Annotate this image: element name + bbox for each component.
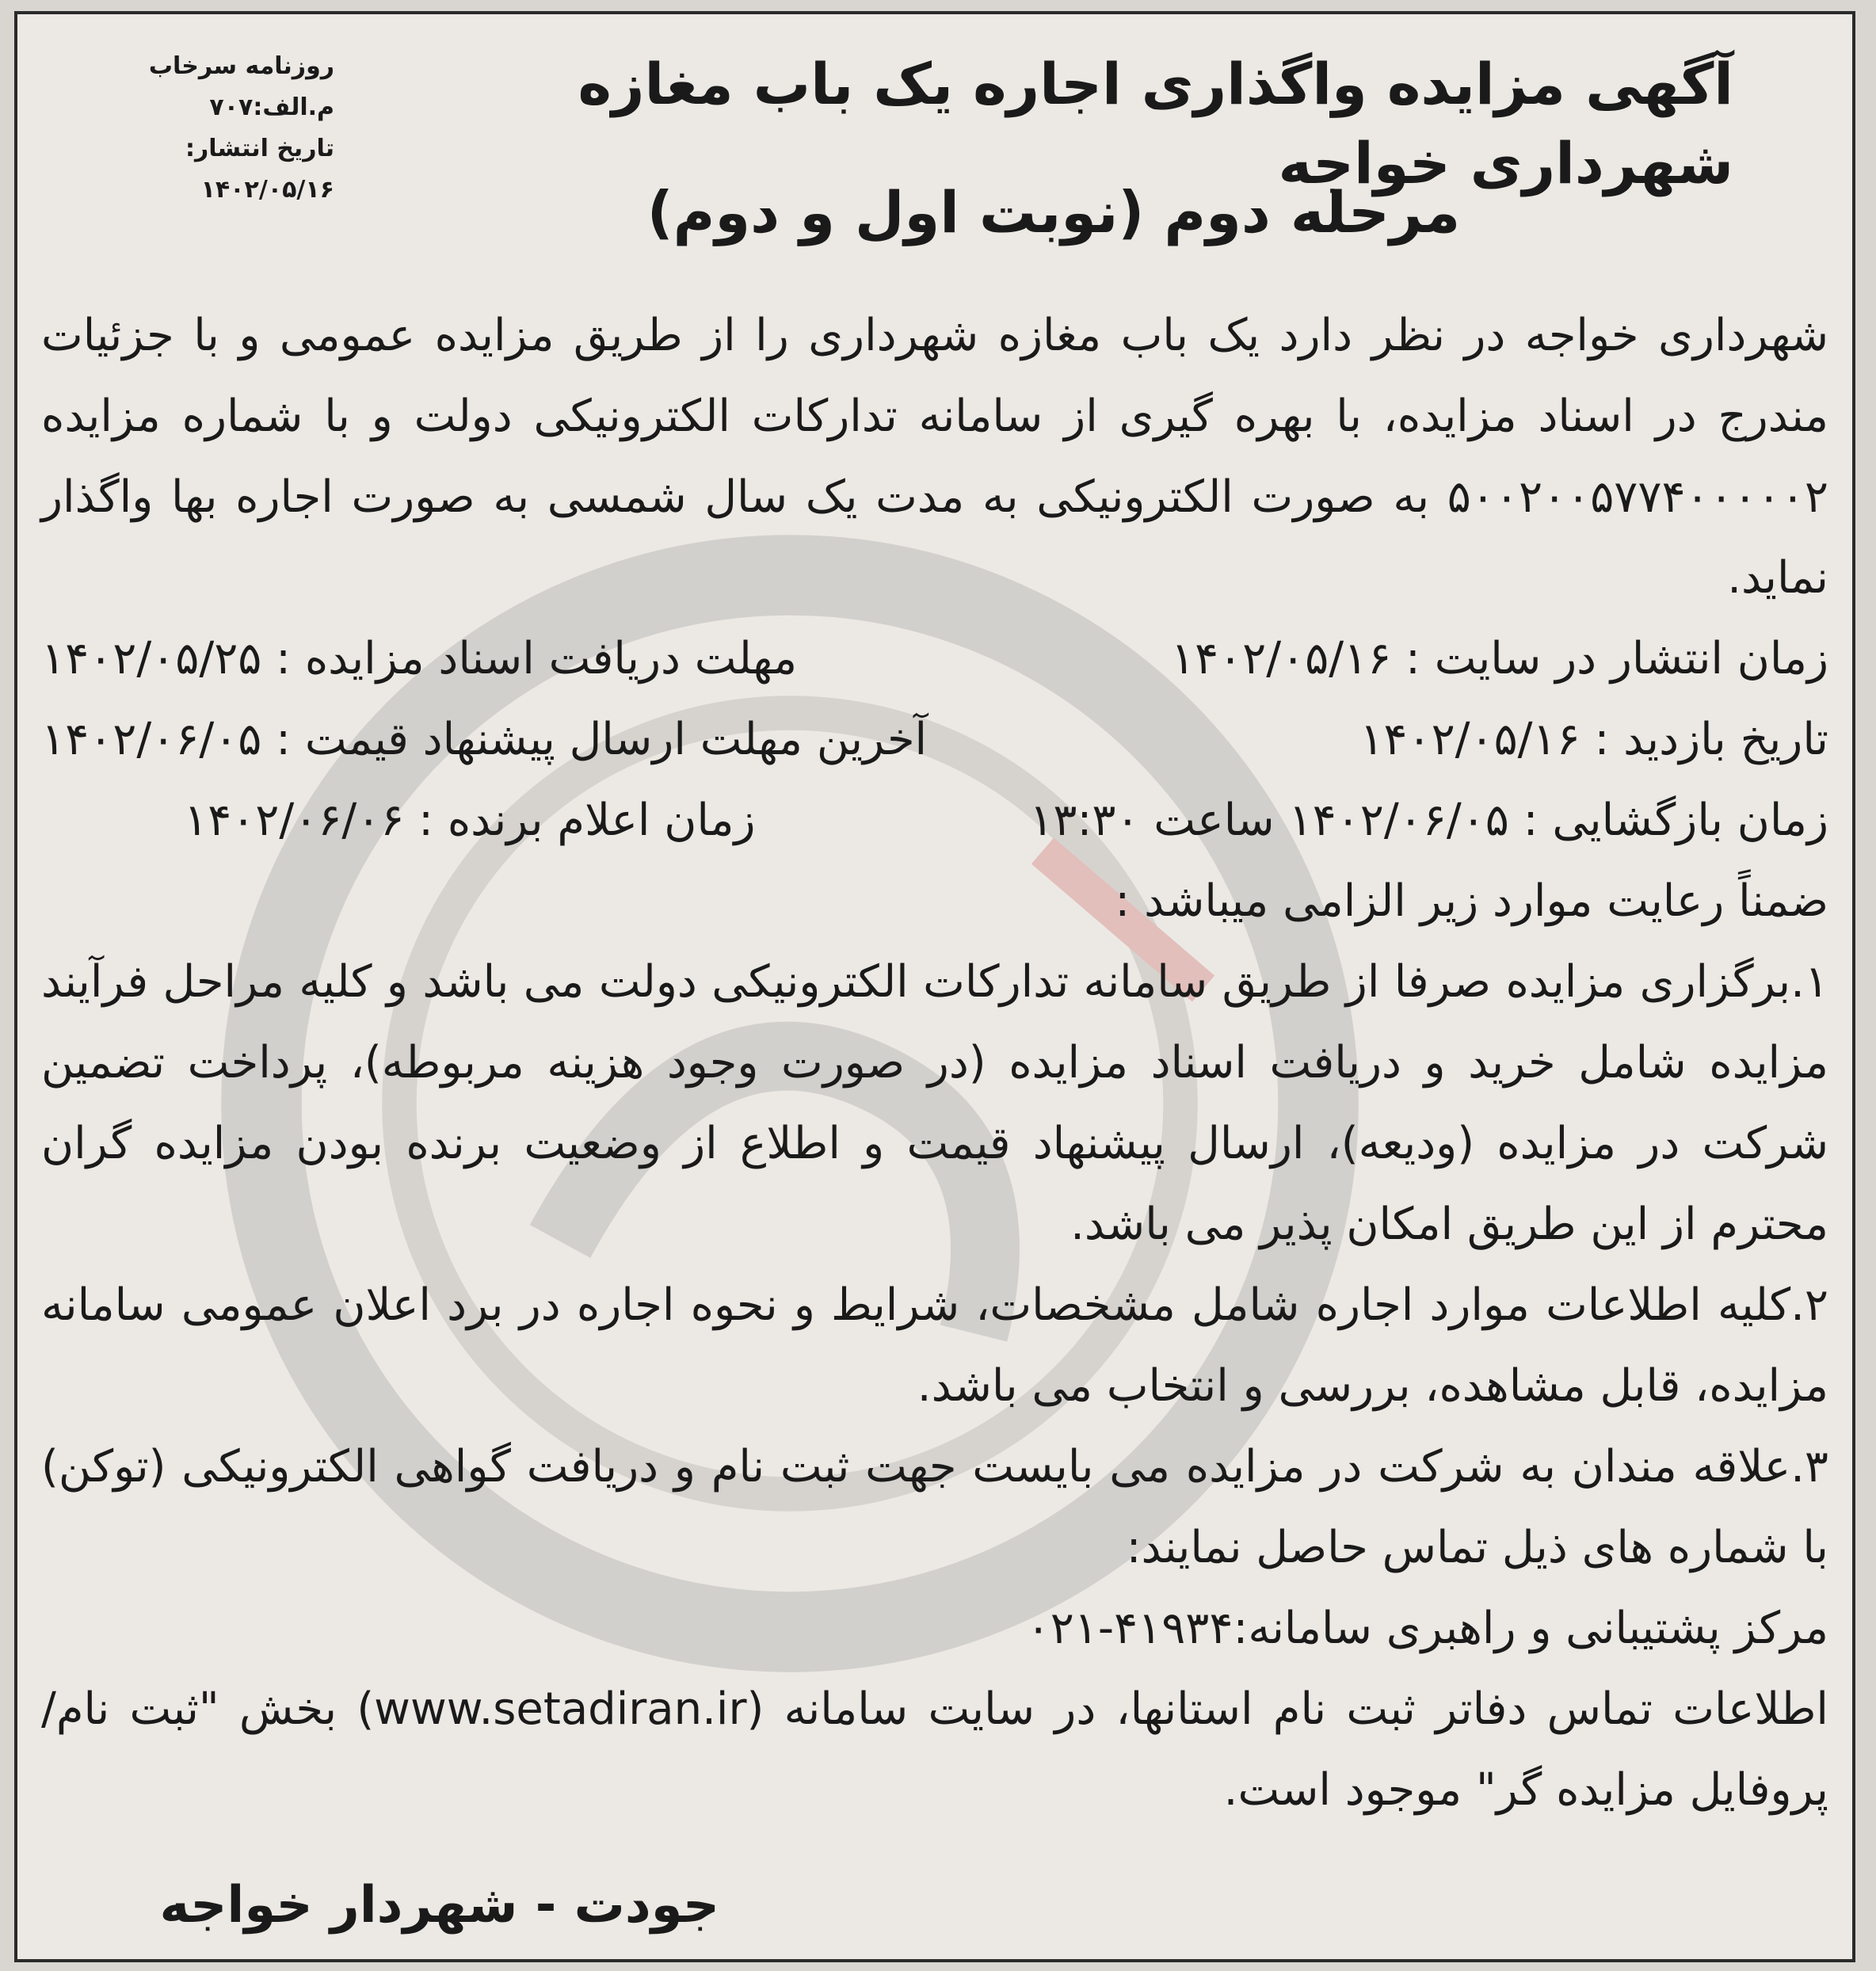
winner-date-line: زمان اعلام برنده : ۱۴۰۲/۰۶/۰۶	[184, 795, 756, 846]
notice-subtitle: مرحله دوم (نوبت اول و دوم)	[646, 179, 1461, 246]
newspaper-name: روزنامه سرخاب	[148, 52, 334, 80]
dates-row-3	[41, 780, 1828, 861]
requirement-item-2: ۲.کلیه اطلاعات موارد اجاره شامل مشخصات، شرایط و نحوه اجاره در برد اعلان عمومی سامانه مزایده، قابل مشاهده، بررسی و انتخاب می باشد.	[41, 1279, 1828, 1412]
requirements-intro: ضمناً رعایت موارد زیر الزامی میباشد :	[1115, 875, 1828, 927]
requirement-item-1: ۱.برگزاری مزایده صرفا از طریق سامانه تدارکات الکترونیکی دولت می باشد و کلیه مراحل فرآیند مزایده شامل خرید و دریافت اسناد مزایده (در صورت وجود هزینه مربوطه)، پرداخت تضمین شرکت در مزایده (ودیعه)، ارسال پیشنهاد قیمت و اطلاع از وضعیت برنده بودن مزایده گران محترم از این طریق امکان پذیر می باشد.	[41, 956, 1828, 1250]
opening-date-line: زمان بازگشایی : ۱۴۰۲/۰۶/۰۵ ساعت ۱۳:۳۰	[1029, 795, 1828, 846]
dates-row-1	[41, 619, 1828, 700]
offer-deadline-line: آخرین مهلت ارسال پیشنهاد قیمت : ۱۴۰۲/۰۶/۰۵	[41, 714, 928, 765]
visit-date-line: تاریخ بازدید : ۱۴۰۲/۰۵/۱۶	[1359, 714, 1828, 765]
notice-title: آگهی مزایده واگذاری اجاره یک باب مغازه شهرداری خواجه	[578, 51, 1733, 196]
docs-deadline-line: مهلت دریافت اسناد مزایده : ۱۴۰۲/۰۵/۲۵	[41, 633, 798, 684]
notice-body	[41, 295, 1828, 1831]
dates-row-2	[41, 700, 1828, 780]
contact-url[interactable]: (www.setadiran.ir)	[357, 1683, 765, 1735]
ad-code: م.الف:۷۰۷	[209, 93, 334, 121]
contact-line	[41, 1669, 1828, 1831]
support-phone: ۰۲۱-۴۱۹۳۴	[1026, 1603, 1234, 1654]
contact-text: اطلاعات تماس دفاتر ثبت نام استانها، در سایت سامانه	[784, 1683, 1828, 1735]
signature: جودت - شهردار خواجه	[159, 1876, 719, 1935]
publish-date: تاریخ انتشار: ۱۴۰۲/۰۵/۱۶	[185, 135, 334, 204]
newspaper-clipping	[14, 11, 1855, 1962]
support-label: مرکز پشتیبانی و راهبری سامانه:	[1233, 1603, 1828, 1654]
support-line	[41, 1588, 1828, 1669]
requirement-item-3: ۳.علاقه مندان به شرکت در مزایده می بایست جهت ثبت نام و دریافت گواهی الکترونیکی (توکن) با شماره های ذیل تماس حاصل نمایند:	[41, 1441, 1828, 1573]
publish-date-line: زمان انتشار در سایت : ۱۴۰۲/۰۵/۱۶	[1170, 633, 1828, 684]
intro-paragraph: شهرداری خواجه در نظر دارد یک باب مغازه شهرداری را از طریق مزایده عمومی و با جزئیات مندرج در اسناد مزایده، با بهره گیری از سامانه تدارکات الکترونیکی دولت و با شماره مزایده ۵۰۰۲۰۰۵۷۷۴۰۰۰۰۰۲ به صورت الکترونیکی به مدت یک سال شمسی به صورت اجاره بها واگذار نماید.	[41, 310, 1828, 604]
contact-tail: بخش "ثبت نام/پروفایل مزایده گر" موجود است.	[41, 1683, 1828, 1816]
